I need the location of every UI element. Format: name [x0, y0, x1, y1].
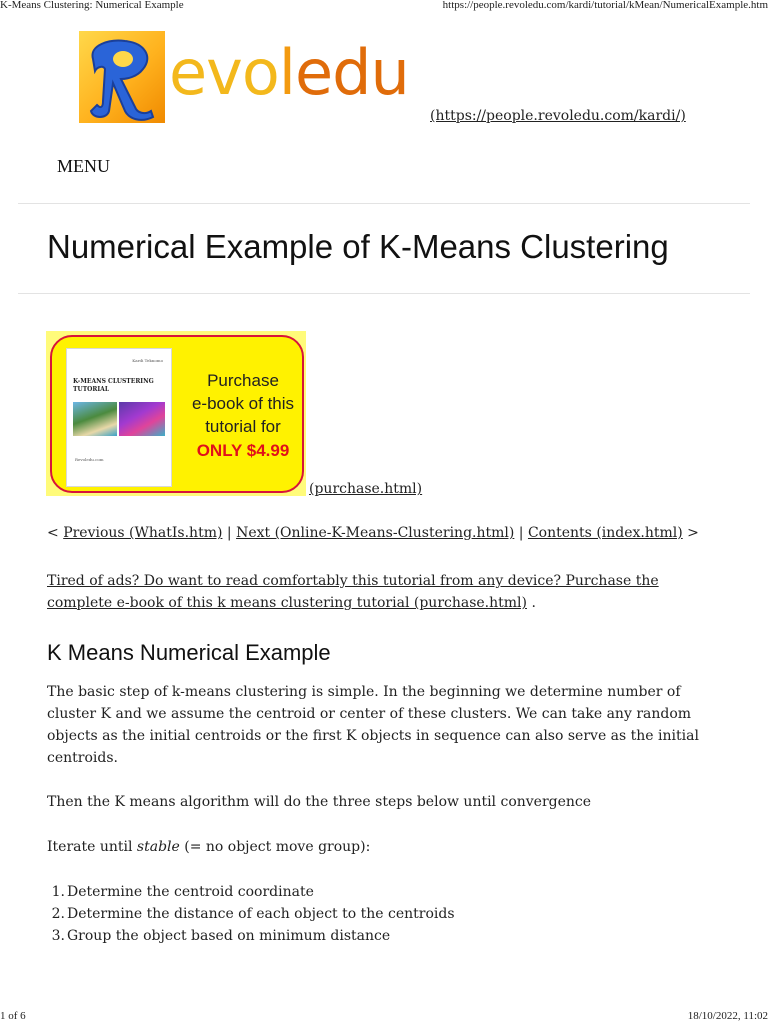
- cover-photo-beach: [73, 402, 117, 436]
- ads-notice: Tired of ads? Do want to read comfortably this tutorial from any device? Purchase the complete e-book of this k means clustering tutorial (purchase.html) .: [47, 573, 659, 611]
- list-item: 2. Determine the distance of each object to the centroids: [51, 906, 455, 922]
- print-header: [0, 0, 768, 14]
- banner-frame: [50, 335, 304, 493]
- contents-link[interactable]: Contents (index.html): [527, 525, 683, 541]
- previous-link[interactable]: Previous (WhatIs.htm): [63, 525, 223, 541]
- page-title: Numerical Example of K-Means Clustering: [47, 228, 669, 265]
- steps-list: [47, 881, 455, 947]
- section-heading: K Means Numerical Example: [47, 640, 331, 665]
- next-link[interactable]: Next (Online-K-Means-Clustering.html): [236, 525, 515, 541]
- print-datetime: 18/10/2022, 11:02: [687, 1010, 768, 1022]
- print-header-url: https://people.revoledu.com/kardi/tutorial/kMean/NumericalExample.htm: [442, 0, 768, 11]
- tutorial-nav: < Previous (WhatIs.htm) | Next (Online-K-Means-Clustering.html) | Contents (index.html) >: [47, 525, 699, 541]
- site-logo[interactable]: [79, 31, 429, 123]
- purchase-banner[interactable]: [46, 331, 306, 496]
- menu-button[interactable]: MENU: [57, 156, 110, 176]
- book-author: Kardi Teknomo: [132, 358, 163, 363]
- list-item: 1. Determine the centroid coordinate: [51, 884, 314, 900]
- book-title: K-MEANS CLUSTERING TUTORIAL: [73, 378, 154, 393]
- divider-title: [18, 293, 750, 294]
- print-footer: [0, 1008, 768, 1024]
- algorithm-paragraph: Then the K means algorithm will do the three steps below until convergence: [47, 794, 592, 810]
- logo-r-icon: [79, 31, 165, 123]
- list-item: 3. Group the object based on minimum distance: [51, 928, 391, 944]
- ads-purchase-link[interactable]: Tired of ads? Do want to read comfortably this tutorial from any device? Purchase the complete e-book of this k means clustering tutorial (purchase.html): [47, 573, 659, 611]
- ebook-cover: [66, 348, 172, 487]
- book-publisher: Revoledu.com: [75, 457, 104, 462]
- page-number: 1 of 6: [0, 1010, 26, 1022]
- banner-price: ONLY $4.99: [196, 441, 290, 460]
- home-link[interactable]: (https://people.revoledu.com/kardi/): [430, 108, 686, 124]
- cover-photo-coast: [119, 402, 165, 436]
- divider-top: [18, 203, 750, 204]
- print-header-title: K-Means Clustering: Numerical Example: [0, 0, 184, 11]
- logo-wordmark: evoledu: [169, 36, 409, 109]
- iterate-paragraph: Iterate until stable (= no object move group):: [47, 839, 371, 855]
- purchase-link[interactable]: (purchase.html): [309, 481, 423, 497]
- intro-paragraph: The basic step of k-means clustering is simple. In the beginning we determine number of cluster K and we assume the centroid or center of these clusters. We can take any random objects as the initial centroids or the first K objects in sequence can also serve as the initial centroids.: [47, 684, 699, 766]
- banner-text: Purchase e-book of this tutorial for: [191, 371, 295, 436]
